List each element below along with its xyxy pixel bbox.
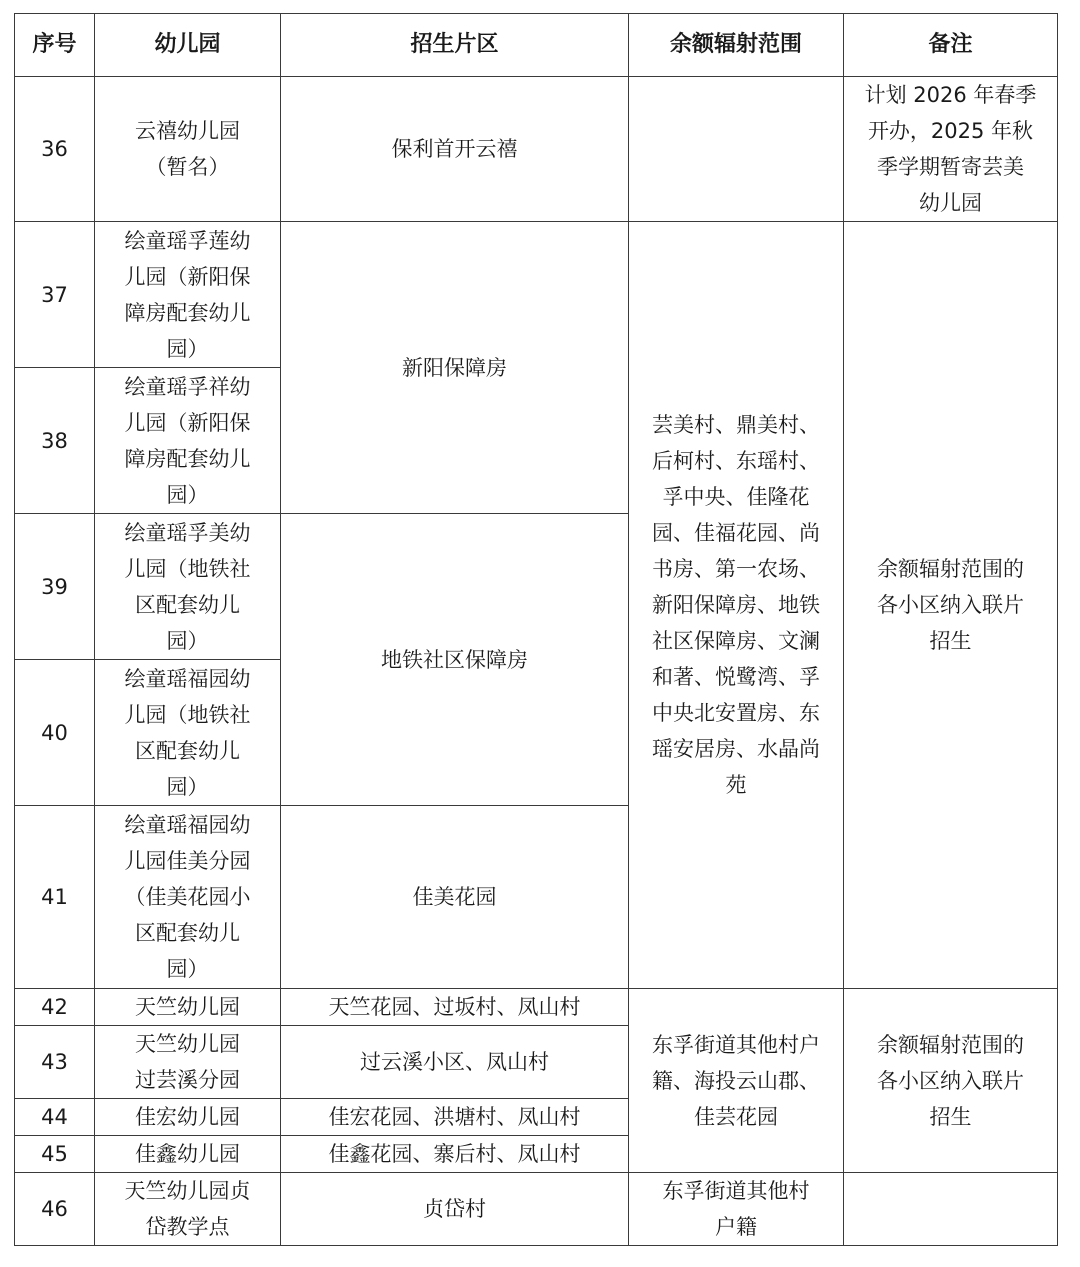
kindergarten-name: 绘童瑶孚莲幼 儿园（新阳保 障房配套幼儿 园） xyxy=(95,222,281,368)
header-remark: 备注 xyxy=(844,14,1058,77)
kindergarten-name: 天竺幼儿园 xyxy=(95,989,281,1026)
enrollment-zone: 保利首开云禧 xyxy=(281,77,629,222)
enrollment-zone: 天竺花园、过坂村、凤山村 xyxy=(281,989,629,1026)
remark: 计划 2026 年春季 开办，2025 年秋 季学期暂寄芸美 幼儿园 xyxy=(844,77,1058,222)
header-zone: 招生片区 xyxy=(281,14,629,77)
table-row xyxy=(15,989,1058,1026)
enrollment-zone: 过云溪小区、凤山村 xyxy=(281,1026,629,1099)
row-number: 46 xyxy=(15,1173,95,1246)
kindergarten-name: 佳鑫幼儿园 xyxy=(95,1136,281,1173)
row-number: 43 xyxy=(15,1026,95,1099)
header-no: 序号 xyxy=(15,14,95,77)
enrollment-zone: 佳鑫花园、寨后村、凤山村 xyxy=(281,1136,629,1173)
radiation-range xyxy=(629,77,844,222)
radiation-range: 芸美村、鼎美村、 后柯村、东瑶村、 孚中央、佳隆花 园、佳福花园、尚 书房、第一农场、 新阳保障房、地铁 社区保障房、文澜 和著、悦鹭湾、孚 中央北安置房、东 瑶安居房、水晶尚 苑 xyxy=(629,222,844,989)
radiation-range: 东孚街道其他村户 籍、海投云山郡、 佳芸花园 xyxy=(629,989,844,1173)
row-number: 42 xyxy=(15,989,95,1026)
kindergarten-name: 佳宏幼儿园 xyxy=(95,1099,281,1136)
remark xyxy=(844,1173,1058,1246)
kindergarten-name: 绘童瑶福园幼 儿园（地铁社 区配套幼儿 园） xyxy=(95,660,281,806)
row-number: 40 xyxy=(15,660,95,806)
remark: 余额辐射范围的 各小区纳入联片 招生 xyxy=(844,222,1058,989)
table-row xyxy=(15,77,1058,222)
kindergarten-name: 绘童瑶孚祥幼 儿园（新阳保 障房配套幼儿 园） xyxy=(95,368,281,514)
enrollment-zone: 贞岱村 xyxy=(281,1173,629,1246)
kindergarten-name: 绘童瑶福园幼 儿园佳美分园 （佳美花园小 区配套幼儿 园） xyxy=(95,806,281,989)
row-number: 44 xyxy=(15,1099,95,1136)
row-number: 41 xyxy=(15,806,95,989)
header-radiation: 余额辐射范围 xyxy=(629,14,844,77)
kindergarten-name: 天竺幼儿园贞 岱教学点 xyxy=(95,1173,281,1246)
row-number: 45 xyxy=(15,1136,95,1173)
radiation-range: 东孚街道其他村 户籍 xyxy=(629,1173,844,1246)
enrollment-zone: 新阳保障房 xyxy=(281,222,629,514)
remark: 余额辐射范围的 各小区纳入联片 招生 xyxy=(844,989,1058,1173)
row-number: 36 xyxy=(15,77,95,222)
enrollment-zone: 佳宏花园、洪塘村、凤山村 xyxy=(281,1099,629,1136)
kindergarten-name: 绘童瑶孚美幼 儿园（地铁社 区配套幼儿 园） xyxy=(95,514,281,660)
row-number: 38 xyxy=(15,368,95,514)
enrollment-zone: 地铁社区保障房 xyxy=(281,514,629,806)
kindergarten-name: 云禧幼儿园 （暂名） xyxy=(95,77,281,222)
row-number: 39 xyxy=(15,514,95,660)
header-kindergarten: 幼儿园 xyxy=(95,14,281,77)
kindergarten-name: 天竺幼儿园 过芸溪分园 xyxy=(95,1026,281,1099)
enrollment-zone: 佳美花园 xyxy=(281,806,629,989)
header-row xyxy=(15,14,1058,77)
table-row xyxy=(15,1173,1058,1246)
enrollment-table xyxy=(14,13,1058,1246)
row-number: 37 xyxy=(15,222,95,368)
table-row xyxy=(15,222,1058,368)
